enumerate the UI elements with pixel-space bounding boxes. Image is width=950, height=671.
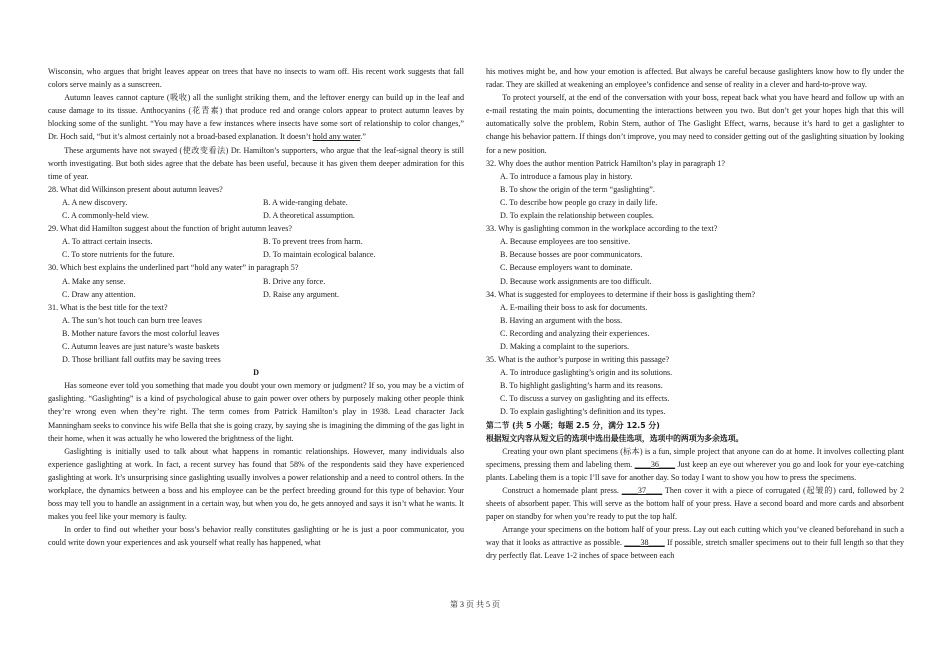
question-33: 33. Why is gaslighting common in the workplace according to the text?	[486, 224, 718, 234]
paragraph-specimens-1-rest: Just keep an eye out wherever you go and look for your eye-catching plants. Labeling them is a topic I’ll save for another day. So today I want to show you how to press the specimens.	[486, 459, 904, 482]
option-29-b: B. To prevent trees from harm.	[263, 237, 363, 247]
option-32-b: B. To show the origin of the term “gaslighting”.	[500, 184, 655, 194]
page-number: 第 3 页 共 5 页	[450, 600, 500, 609]
option-33-d: D. Because work assignments are too difficult.	[500, 276, 652, 286]
paragraph-d3: In order to find out whether your boss’s behavior really constitutes gaslighting or he is just a poor communicator, you could write down your experiences and ask yourself what really has happened, what	[48, 525, 464, 548]
paragraph-autumn-text: Autumn leaves cannot capture (吸收) all the sunlight striking them, and the leftover energy can build up in the leaf and cause damage to its tissue. Anthocyanins (花青素) that produce red and orange colors appear to protect autumn leaves by blocking some of the sunlight. “You may have a few instances where insects have some sort of relationship to color changes,” Dr. Hoch said, “but it’s almost certainly not a broad-based explanation. It doesn’t	[48, 93, 464, 142]
blank-37: ____37____	[621, 486, 663, 495]
option-35-c: C. To discuss a survey on gaslighting and its effects.	[500, 394, 670, 404]
question-32-options	[486, 170, 904, 222]
option-30-a: A. Make any sense.	[62, 276, 126, 286]
question-31: 31. What is the best title for the text?	[48, 302, 168, 312]
paragraph-specimens-2	[486, 484, 904, 523]
question-32: 32. Why does the author mention Patrick Hamilton’s play in paragraph 1?	[486, 158, 726, 168]
option-35-d: D. To explain gaslighting’s definition and its types.	[500, 407, 666, 417]
paragraph-d2: Gaslighting is initially used to talk about what happens in romantic relationships. However, many individuals also experience gaslighting at work. In fact, a recent survey has found that 58% of the respondents said they have experienced gaslighting at work. It’s unsurprising since gaslighting usually involves a power relationship and a need to control others. In the workplace, the dynamics between a boss and his employee can be the perfect breeding ground for this type of behavior. Your boss may tell you to handle an assignment in a certain way, but when you do, he gets annoyed and says it isn’t what he wants. It makes you feel like your memory is faulty.	[48, 446, 464, 522]
question-30: 30. Which best explains the underlined part “hold any water” in paragraph 5?	[48, 263, 299, 273]
option-31-a: A. The sun’s hot touch can burn tree leaves	[62, 315, 202, 325]
option-33-a: A. Because employees are too sensitive.	[500, 237, 631, 247]
paragraph-specimens-3-rest: If possible, stretch smaller specimens out to their full length so that they dry perfectly flat. Leave 1-2 inches of space between each	[486, 538, 904, 561]
paragraph-specimens-1-text: Creating your own plant specimens (标本) is a fun, simple project that anyone can do at home. It involves collecting plant specimens, pressing them and labeling them.	[486, 446, 904, 469]
option-28-a: A. A new discovery.	[62, 197, 128, 207]
question-28-options	[48, 196, 464, 222]
option-31-c: C. Autumn leaves are just nature’s waste baskets	[62, 341, 220, 351]
option-32-d: D. To explain the relationship between couples.	[500, 211, 654, 221]
option-34-b: B. Having an argument with the boss.	[500, 315, 623, 325]
paragraph-specimens-1	[486, 445, 904, 484]
option-33-c: C. Because employers want to dominate.	[500, 263, 633, 273]
option-28-c: C. A commonly-held view.	[62, 211, 149, 221]
option-30-b: B. Drive any force.	[263, 276, 326, 286]
paragraph-specimens-3-text: Arrange your specimens on the bottom half of your press. Lay out each cutting which you’ve cleaned beforehand in such a way that it looks as attractive as possible.	[486, 525, 904, 548]
question-29-options	[48, 235, 464, 261]
option-31-b: B. Mother nature favors the most colorful leaves	[62, 328, 220, 338]
paragraph-continued: his motives might be, and how your emotion is affected. But always be careful because gaslighters know how to fly under the radar. They are skilled at weakening an employee’s confidence and sense of reality in a clever and hard-to-prove way.	[486, 67, 904, 90]
option-29-c: C. To store nutrients for the future.	[62, 250, 175, 260]
option-30-d: D. Raise any argument.	[263, 289, 340, 299]
blank-36: ____36____	[634, 459, 676, 469]
option-32-a: A. To introduce a famous play in history.	[500, 171, 633, 181]
option-29-d: D. To maintain ecological balance.	[263, 250, 376, 260]
option-35-a: A. To introduce gaslighting’s origin and its solutions.	[500, 368, 673, 378]
option-33-b: B. Because bosses are poor communicators.	[500, 250, 643, 260]
question-34: 34. What is suggested for employees to determine if their boss is gaslighting them?	[486, 289, 756, 299]
option-28-d: D. A theoretical assumption.	[263, 211, 355, 221]
paragraph-specimens-2-rest: Then cover it with a piece of corrugated (起皱的) card, followed by 2 sheets of absorbent paper. This will serve as the bottom half of your press. Have a second board and more cards and absorbent paper on standby for when you’re ready to put the top half.	[486, 486, 904, 522]
option-34-d: D. Making a complaint to the superiors.	[500, 341, 630, 351]
paragraph-protect: To protect yourself, at the end of the conversation with your boss, repeat back what you have heard and follow up with an e-mail restating the main points, documenting the interactions between you two. But don’t get your hopes high that this will automatically solve the problem, Robin Stern, author of The Gaslight Effect, warns, because it’s hard to get a gaslighter to change his behavior pattern. If things don’t improve, you may need to consider getting out of the gaslighting situation by looking for a new position.	[486, 93, 904, 155]
option-29-a: A. To attract certain insects.	[62, 237, 153, 247]
question-28: 28. What did Wilkinson present about autumn leaves?	[48, 184, 223, 194]
underlined-phrase: hold any water	[312, 132, 361, 142]
option-30-c: C. Draw any attention.	[62, 289, 136, 299]
question-33-options	[486, 235, 904, 287]
option-31-d: D. Those brilliant fall outfits may be saving trees	[62, 355, 221, 365]
paragraph-specimens-3	[486, 523, 904, 562]
question-35-options	[486, 366, 904, 418]
section-2-instructions: 根据短文内容从短文后的选项中选出最佳选项，选项中的两项为多余选项。	[486, 433, 744, 443]
question-35: 35. What is the author’s purpose in writing this passage?	[486, 355, 670, 365]
question-29: 29. What did Hamilton suggest about the function of bright autumn leaves?	[48, 224, 292, 234]
option-34-c: C. Recording and analyzing their experiences.	[500, 328, 650, 338]
paragraph-specimens-2-text: Construct a homemade plant press.	[502, 486, 619, 495]
option-28-b: B. A wide-ranging debate.	[263, 197, 348, 207]
question-30-options	[48, 275, 464, 301]
paragraph-autumn-end: .”	[360, 132, 366, 142]
blank-38: ____38____	[624, 538, 665, 548]
paragraph-wisconsin: Wisconsin, who argues that bright leaves appear on trees that have no insects to warn off. His recent work suggests that fall colors serve mainly as a sunscreen.	[48, 67, 464, 90]
section-2-title: 第二节 (共 5 小题；每题 2.5 分，满分 12.5 分)	[486, 420, 660, 430]
right-column	[486, 65, 904, 563]
paragraph-swayed: These arguments have not swayed (使改变看法) Dr. Hamilton’s supporters, who argue that the leaf-signal theory is still worth investigating. But both sides agree that the debate has been useful, because it has given them deeper admiration for this time of year.	[48, 145, 464, 181]
option-35-b: B. To highlight gaslighting’s harm and its reasons.	[500, 381, 663, 391]
question-34-options	[486, 301, 904, 353]
question-31-options	[48, 314, 464, 366]
paragraph-autumn	[48, 91, 464, 143]
section-d-heading: D	[253, 368, 259, 378]
option-32-c: C. To describe how people go crazy in daily life.	[500, 197, 658, 207]
option-34-a: A. E-mailing their boss to ask for documents.	[500, 302, 648, 312]
left-column	[48, 65, 464, 549]
paragraph-d1: Has someone ever told you something that made you doubt your own memory or judgment? If so, you may be a victim of gaslighting. “Gaslighting” is a kind of psychological abuse to gain power over others by purposely making other people think they’re wrong even when they’re right. The term comes from Patrick Hamilton’s play in 1938. Lead character Jack Manningham seeks to convince his wife Bella that she is going crazy, by saying she is imagining the dimming of the gas light in their home, when it was actually he who lowered the brightness of the light.	[48, 381, 464, 443]
